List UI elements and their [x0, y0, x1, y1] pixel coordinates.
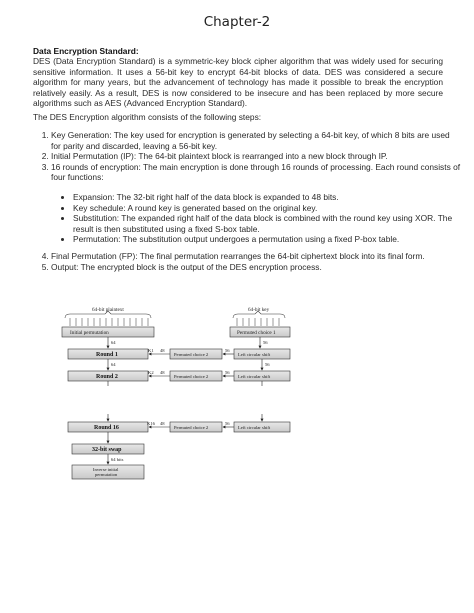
- inverse-permutation-line1: Inverse initial: [93, 467, 119, 472]
- permuted-choice-2-label: Permuted choice 2: [174, 352, 209, 357]
- initial-permutation-label: Initial permutation: [70, 330, 109, 336]
- permuted-choice-2-label: Permuted choice 2: [174, 374, 209, 379]
- bits-48-label: 48: [160, 348, 165, 353]
- bits-64-label: 64: [111, 340, 116, 345]
- left-circular-shift-label: Left circular shift: [238, 352, 271, 357]
- step-item: 4. Final Permutation (FP): The final permutation rearranges the 64-bit ciphertext block into its final form.: [51, 251, 461, 262]
- bits-48-label: 48: [160, 421, 165, 426]
- k1-label: K1: [148, 348, 154, 353]
- round-function-item: • Expansion: The 32-bit right half of the data block is expanded to 48 bits.: [73, 192, 453, 203]
- bits-64-bits-label: 64 bits: [111, 457, 124, 462]
- k2-label: K2: [148, 370, 154, 375]
- step-item: 3. 16 rounds of encryption: The main encryption is done through 16 rounds of processing. Each round consists of four functions:: [51, 162, 461, 183]
- bits-56-label: 56: [265, 362, 270, 367]
- left-circular-shift-label: Left circular shift: [238, 374, 271, 379]
- swap-label: 32-bit swap: [92, 447, 122, 453]
- plaintext-arrows: [70, 318, 148, 326]
- k16-label: K16: [147, 421, 155, 426]
- round-2-label: Round 2: [96, 374, 118, 380]
- round-function-item: • Substitution: The expanded right half of the data block is combined with the round key using XOR. The result is then substituted using a fixed S-box table.: [73, 213, 453, 234]
- round-1-label: Round 1: [96, 352, 118, 358]
- permuted-choice-1-label: Permuted choice 1: [237, 330, 276, 336]
- intro-paragraph: DES (Data Encryption Standard) is a symmetric-key block cipher algorithm that was widely used for securing sensitive information. It uses a 56-bit key to encrypt 64-bit blocks of data. DES was considered a secure algorithm for many years, but the advancement of technology has made it possible to break the encryption relatively easily. As a result, DES is now considered to be insecure and has been replaced by more secure algorithms such as AES (Advanced Encryption Standard).: [33, 56, 443, 109]
- permuted-choice-2-label: Permuted choice 2: [174, 425, 209, 430]
- inverse-permutation-line2: permutation: [95, 472, 118, 477]
- section-heading: Data Encryption Standard:: [33, 46, 139, 56]
- bits-64-label: 64: [111, 362, 116, 367]
- round-function-item: • Permutation: The substitution output undergoes a permutation using a fixed P-box table.: [73, 234, 453, 245]
- steps-lead: The DES Encryption algorithm consists of the following steps:: [33, 112, 262, 122]
- chapter-title: Chapter-2: [203, 14, 271, 30]
- bits-48-label: 48: [160, 370, 165, 375]
- round-16-label: Round 16: [94, 425, 119, 431]
- key-label: 64-bit key: [248, 307, 270, 313]
- bits-56-label: 56: [263, 340, 268, 345]
- bits-56-label: 56: [225, 348, 230, 353]
- key-arrows: [237, 318, 279, 326]
- step-item: 2. Initial Permutation (IP): The 64-bit plaintext block is rearranged into a new block through IP.: [51, 151, 461, 162]
- bits-56-label: 56: [225, 421, 230, 426]
- step-item: 1. Key Generation: The key used for encryption is generated by selecting a 64-bit key, of which 8 bits are used for parity and discarded, leaving a 56-bit key.: [51, 130, 461, 151]
- left-circular-shift-label: Left circular shift: [238, 425, 271, 430]
- round-function-item: • Key schedule: A round key is generated based on the original key.: [73, 203, 453, 214]
- bits-56-label: 56: [225, 370, 230, 375]
- plaintext-label: 64-bit plaintext: [92, 307, 124, 313]
- key-brace: [233, 311, 285, 318]
- step-item: 5. Output: The encrypted block is the output of the DES encryption process.: [51, 262, 461, 273]
